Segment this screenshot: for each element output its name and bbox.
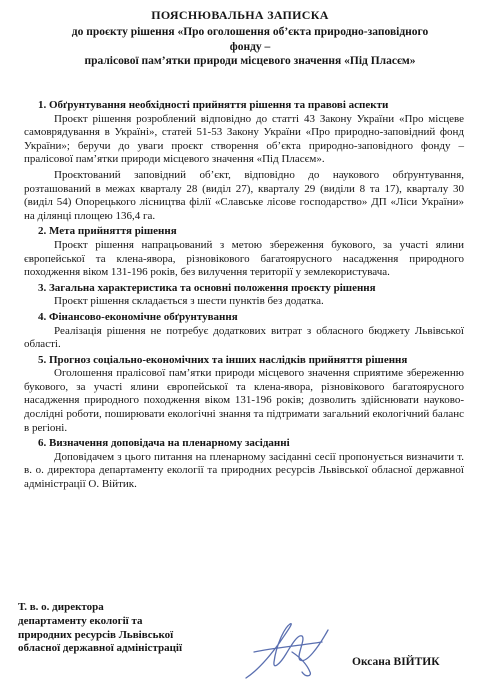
section-1-paragraph-2: Проєктований заповідний об’єкт, відповідно до наукового обґрунтування, розташований в межах кварталу 28 (виділ 27), кварталу 29 (виділи 8 та 17), кварталу 30 (виділ 54) Опорецького лісництва філії «Славське лісове господарство» ДП «Ліси України» на ділянці площею 136,4 га. <box>24 168 464 222</box>
section-2-heading: 2. Мета прийняття рішення <box>38 225 177 238</box>
section-6-paragraph-1: Доповідачем з цього питання на пленарному засіданні сесії пропонується визначити т. в. о. директора департаменту екології та природних ресурсів Львівської обласної державної адміністрації О. Війтик. <box>24 450 464 491</box>
signatory-name: Оксана ВІЙТИК <box>352 656 440 668</box>
signatory-position <box>18 601 218 656</box>
subtitle-line-1: до проєкту рішення «Про оголошення об’єкта природно-заповідного <box>71 26 429 38</box>
section-6-heading: 6. Визначення доповідача на пленарному засіданні <box>38 437 290 450</box>
handwritten-signature <box>236 612 336 684</box>
document-body <box>24 98 464 494</box>
signatory-position-line-2: департаменту екології та <box>18 614 143 627</box>
signatory-position-line-1: Т. в. о. директора <box>18 601 104 613</box>
signatory-position-line-3: природних ресурсів Львівської <box>18 628 174 641</box>
document-subtitle <box>40 25 460 69</box>
section-5-paragraph-1: Оголошення пралісової пам’ятки природи місцевого значення сприятиме збереженню букового, за участі ялини європейської та клена-явора, різновікового багатоярусного насадження природного походження віком 131-196 років; дозволить здійснювати науково-дослідні роботи, поширювати екологічні знання та підтримати загальний екологічний баланс в регіоні. <box>24 367 464 434</box>
document-title: ПОЯСНЮВАЛЬНА ЗАПИСКА <box>151 8 329 22</box>
section-5-heading: 5. Прогноз соціально-економічних та інших наслідків прийняття рішення <box>38 353 408 366</box>
section-3-heading: 3. Загальна характеристика та основні положення проєкту рішення <box>38 281 376 294</box>
section-4-paragraph-1: Реалізація рішення не потребує додаткових витрат з обласного бюджету Львівської області. <box>24 324 464 351</box>
section-3-paragraph-1: Проєкт рішення складається з шести пунктів без додатка. <box>54 295 324 308</box>
section-4-heading: 4. Фінансово-економічне обґрунтування <box>38 310 238 323</box>
section-1-paragraph-1: Проєкт рішення розроблений відповідно до статті 43 Закону України «Про місцеве самоврядування в Україні», статей 51-53 Закону України «Про природно-заповідний фонд України»; беручи до уваги проєкт створення об’єкта природно-заповідного фонду – пралісової пам’ятки природи місцевого значення «Під Пласєм». <box>24 112 464 166</box>
signatory-position-line-4: обласної державної адміністрації <box>18 642 183 655</box>
section-2-paragraph-1: Проєкт рішення напрацьований з метою збереження букового, за участі ялини європейської та клена-явора, різновікового багатоярусного насадження природного походження віком 131-196 років, без вилучення території у землекористувача. <box>24 238 464 279</box>
subtitle-line-2: фонду – <box>229 40 271 53</box>
section-1-heading: 1. Обґрунтування необхідності прийняття рішення та правові аспекти <box>38 99 389 111</box>
subtitle-line-3: пралісової пам’ятки природи місцевого значення «Під Пласєм» <box>84 55 416 67</box>
